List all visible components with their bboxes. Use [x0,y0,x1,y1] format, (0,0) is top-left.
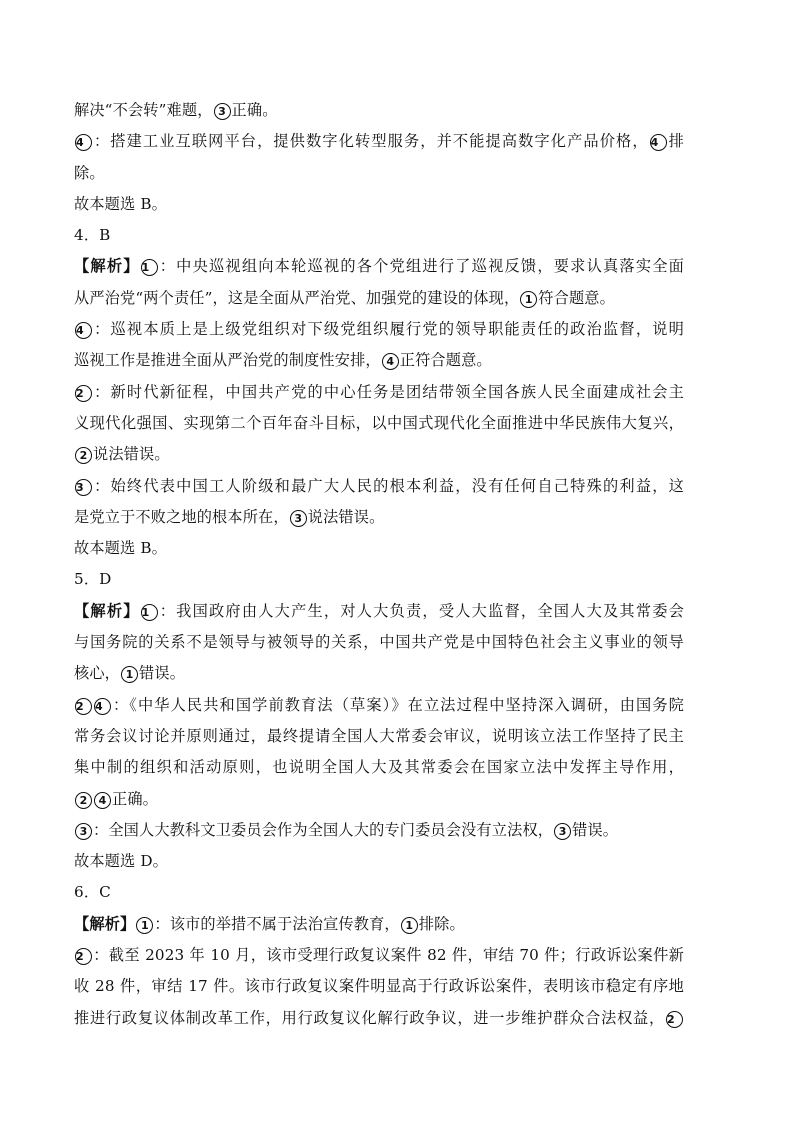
text-line [74,95,684,126]
text-segment: 正确。 [112,789,159,808]
circled-number: 2 [75,385,92,402]
text-line [74,158,684,189]
text-line [74,408,684,439]
circled-number: 4 [382,353,399,370]
text-segment: 排除。 [418,914,465,933]
text-segment: 推进行政复议体制改革工作，用行政复议化解行政争议，进一步维护群众合法权益， [74,1008,665,1027]
text-line [74,189,684,220]
text-segment: 说法错误。 [307,507,385,526]
circled-number: 3 [214,103,231,120]
text-line [74,815,684,846]
text-line [74,439,684,470]
text-segment: ：巡视本质上是上级党组织对下级党组织履行党的领导职能责任的政治监督，说明 [93,320,684,339]
text-segment: 收 28 件，审结 17 件。该市行政复议案件明显高于行政诉讼案件，表明该市稳定有序地 [74,977,684,996]
analysis-tag: 【解析】 [74,257,140,276]
text-line [74,784,684,815]
text-line [74,877,684,908]
text-line [74,940,684,971]
text-segment: 是党立于不败之地的根本所在， [74,507,289,526]
circled-number: 3 [554,823,571,840]
text-segment: ：该市的举措不属于法治宣传教育， [154,914,400,933]
text-segment: 故本题选 B。 [74,539,167,558]
text-segment: 与国务院的关系不是领导与被领导的关系，中国共产党是中国特色社会主义事业的领导 [74,633,684,652]
text-line [74,345,684,376]
text-line [74,690,684,721]
circled-number: 1 [401,917,418,934]
circled-number: 3 [290,510,307,527]
text-line [74,502,684,533]
text-segment: 排 [667,132,684,151]
circled-number: 1 [520,291,537,308]
circled-number: 3 [75,823,92,840]
circled-number: 2 [75,698,92,715]
circled-number: 1 [136,917,153,934]
answer-explanations [74,95,684,1034]
text-segment: ：新时代新征程，中国共产党的中心任务是团结带领全国各族人民全面建成社会主 [93,382,684,401]
circled-number: 3 [75,479,92,496]
text-segment: ：截至 2023 年 10 月，该市受理行政复议案件 82 件，审结 70 件；行政诉讼案件新 [93,946,684,965]
text-line [74,721,684,752]
text-line [74,314,684,345]
text-segment: 故本题选 D。 [74,852,168,871]
text-segment: ：我国政府由人大产生，对人大负责，受人大监督，全国人大及其常委会 [158,601,684,620]
text-line [74,471,684,502]
circled-number: 2 [75,447,92,464]
text-segment: 错误。 [572,820,619,839]
text-segment: 说法错误。 [93,445,170,464]
text-line [74,564,684,595]
text-line [74,627,684,658]
text-line [74,220,684,251]
text-segment: 集中制的组织和活动原则，也说明全国人大及其常委会在国家立法中发挥主导作用， [74,758,684,777]
text-segment: 巡视工作是推进全面从严治党的制度性安排， [74,351,381,370]
text-segment: 常务会议讨论并原则通过，最终提请全国人大常委会审议，说明该立法工作坚持了民主 [74,726,684,745]
text-line [74,377,684,408]
circled-number: 2 [75,792,92,809]
circled-number: 4 [75,322,92,339]
text-line [74,752,684,783]
text-line [74,1003,684,1034]
text-segment: 义现代化强国、实现第二个百年奋斗目标，以中国式现代化全面推进中华民族伟大复兴， [74,413,684,432]
text-line [74,846,684,877]
text-segment: ：始终代表中国工人阶级和最广大人民的根本利益，没有任何自己特殊的利益，这 [93,476,684,495]
analysis-tag: 【解析】 [74,914,136,933]
text-line [74,971,684,1002]
circled-number: 1 [121,666,138,683]
text-segment: ：搭建工业互联网平台，提供数字化转型服务，并不能提高数字化产品价格， [93,132,649,151]
circled-number: 4 [75,134,92,151]
text-line [74,126,684,157]
text-segment: 错误。 [139,664,186,683]
text-line [74,251,684,282]
text-line [74,909,684,940]
circled-number: 2 [666,1011,683,1028]
text-segment: 正确。 [231,101,278,119]
text-segment: 解决“不会转”难题， [74,101,213,119]
text-segment: 除。 [74,163,105,182]
text-segment: 4．B [74,226,111,245]
circled-number: 1 [141,604,158,621]
text-line [74,283,684,314]
text-segment: ：《中华人民共和国学前教育法（草案）》在立法过程中坚持深入调研，由国务院 [112,695,684,714]
text-segment: 5．D [74,570,112,589]
text-segment: 6．C [74,883,111,902]
text-line [74,596,684,627]
text-line [74,658,684,689]
text-segment: 从严治党“两个责任”，这是全面从严治党、加强党的建设的体现， [74,288,520,307]
circled-number: 4 [650,134,667,151]
text-segment: 正符合题意。 [399,351,492,370]
circled-number: 4 [94,698,111,715]
text-segment: ：全国人大教科文卫委员会作为全国人大的专门委员会没有立法权， [93,820,554,839]
text-segment: ：中央巡视组向本轮巡视的各个党组进行了巡视反馈，要求认真落实全面 [158,257,684,276]
text-segment: 核心， [74,664,121,683]
circled-number: 2 [75,948,92,965]
text-segment: 符合题意。 [538,288,615,307]
analysis-tag: 【解析】 [74,601,140,620]
text-line [74,533,684,564]
text-segment: 故本题选 B。 [74,194,167,213]
circled-number: 1 [141,259,158,276]
circled-number: 4 [94,792,111,809]
